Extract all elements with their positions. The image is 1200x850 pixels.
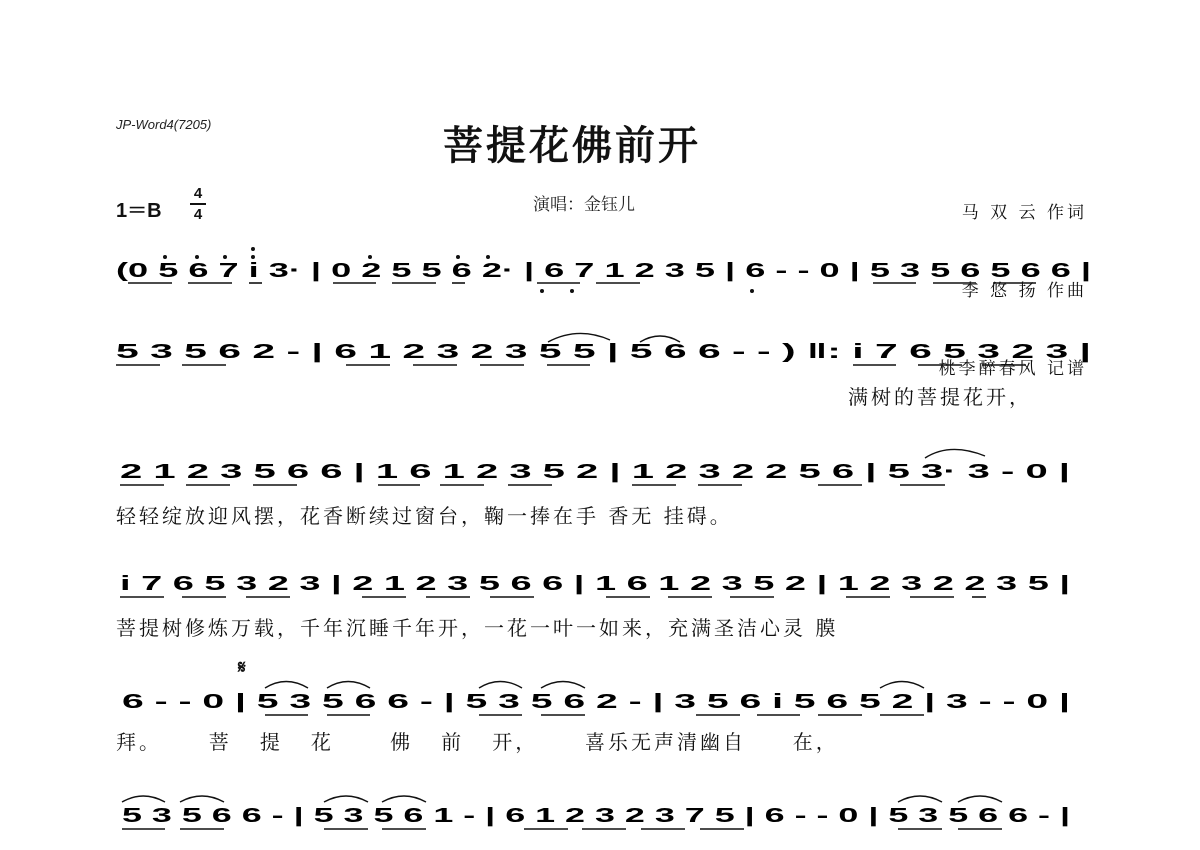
software-version: JP-Word4(7205) xyxy=(116,117,212,132)
key-signature: 1＝B xyxy=(116,200,162,222)
staff-line-1-notes: (0 5 6 7 i 3· | 0 2 5 5 6 2· | 6 7 1 2 3 5 | 6 - - 0 | 5 3 5 6 5 6 6 | xyxy=(116,260,1091,282)
transcriber-credit: 桃李醉春风 记谱 xyxy=(938,359,1087,379)
staff-line-3-lyrics: 轻轻绽放迎风摆，花香断续过窗台，鞠一捧在手 香无 挂碍。 xyxy=(116,504,733,528)
singer: 演唱：金钰儿 xyxy=(533,195,635,215)
staff-line-2-notes: 5 3 5 6 2 - | 6 1 2 3 2 3 5 5 | 5 6 6 - - ) ‖: i 7 6 5 3 2 3 | xyxy=(116,341,1091,363)
composer-credit: 李 悠 扬 作曲 xyxy=(961,281,1087,301)
staff-line-2-lyrics: 满树的菩提花开， xyxy=(848,385,1032,409)
time-signature-bottom: 4 xyxy=(193,206,203,223)
staff-line-5-notes: 6 - - 0 | 5 3 5 6 6 - | 5 3 5 6 2 - | 3 5 6 i 5 6 5 2 | 3 - - 0 | xyxy=(122,691,1070,713)
staff-line-5-lyrics: 拜。 菩 提 花 佛 前 开， 喜乐无声清幽自 在， xyxy=(116,730,839,754)
song-title: 菩提花佛前开 xyxy=(443,122,701,169)
staff-line-4-lyrics: 菩提树修炼万载，千年沉睡千年开，一花一叶一如来，充满圣洁心灵 膜 xyxy=(116,616,839,640)
segno-icon: 𝄋 xyxy=(238,657,246,678)
staff-line-6-notes: 5 3 5 6 6 - | 5 3 5 6 1 - | 6 1 2 3 2 3 7 5 | 6 - - 0 | 5 3 5 6 6 - | xyxy=(122,805,1070,827)
time-signature-top: 4 xyxy=(193,185,203,202)
lyricist-credit: 马 双 云 作词 xyxy=(961,203,1087,223)
staff-line-3-notes: 2 1 2 3 5 6 6 | 1 6 1 2 3 5 2 | 1 2 3 2 2 5 6 | 5 3· 3 - 0 | xyxy=(120,461,1070,483)
staff-line-4-notes: i 7 6 5 3 2 3 | 2 1 2 3 5 6 6 | 1 6 1 2 3 5 2 | 1 2 3 2 2 3 5 | xyxy=(120,573,1070,595)
